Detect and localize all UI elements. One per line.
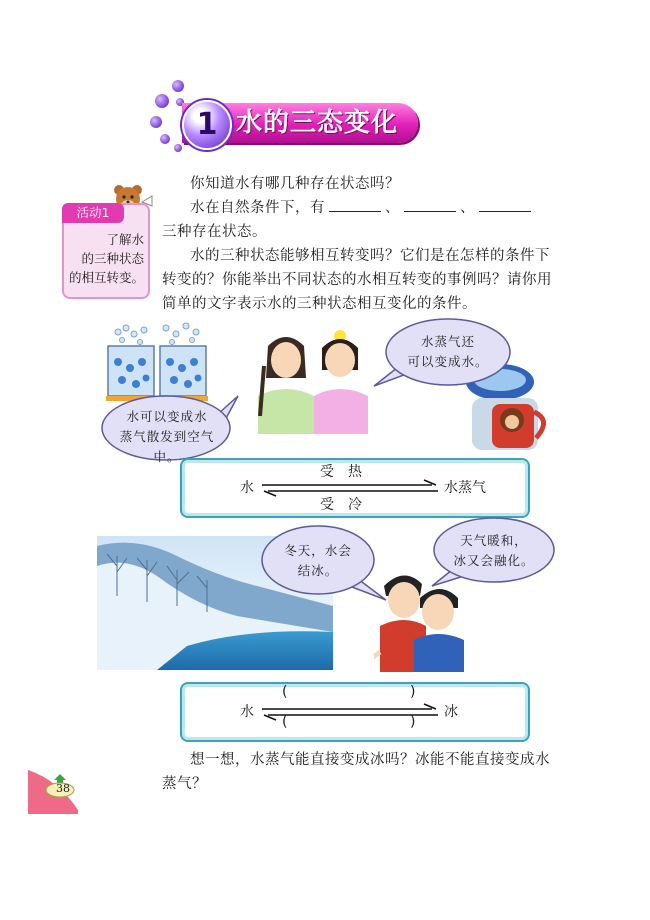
bubble-evaporate-line-2: 蒸气散发到空气中。 [119, 429, 215, 464]
eq2-left: 水 [240, 704, 254, 720]
paragraph-line-1: 水的三种状态能够相互转变吗？它们是在怎样的条件下 [190, 248, 550, 264]
blank-3[interactable] [479, 197, 531, 212]
intro-fill-suffix: 三种存在状态。 [162, 224, 267, 240]
lesson-number-badge: 1 [182, 100, 232, 150]
think-line-1: 想一想，水蒸气能直接变成冰吗？冰能不能直接变成水 [190, 752, 550, 768]
blank-1[interactable] [329, 197, 381, 212]
eq2-double-arrow [260, 702, 440, 722]
eq1-left: 水 [240, 480, 254, 496]
eq2-bottom-close: ) [410, 714, 416, 730]
lesson-title: 水的三态变化 [236, 108, 399, 138]
separator-2: 、 [460, 200, 475, 216]
activity-tab: 活动1 [62, 203, 124, 223]
bubble-warm-line-2: 冰又会融化。 [453, 553, 535, 568]
separator-1: 、 [385, 200, 400, 216]
bubble-winter-line-2: 结冰。 [297, 563, 339, 578]
bubble-winter-line-1: 冬天，水会 [284, 543, 352, 558]
intro-fill-line [190, 196, 570, 220]
two-girls-illustration [246, 326, 376, 434]
activity-description [68, 230, 144, 287]
bubble-vapor-line-2: 可以变成水。 [407, 354, 489, 369]
blank-2[interactable] [404, 197, 456, 212]
bubble-vapor-line-1: 水蒸气还 [420, 334, 475, 349]
eq1-bottom-label: 受 冷 [320, 497, 362, 513]
page-number: 38 [56, 782, 70, 795]
paragraph-line-2: 转变的？你能举出不同状态的水相互转变的事例吗？请你用 [162, 272, 552, 288]
activity-line-2: 的三种状态 [81, 251, 144, 266]
bubble-evaporate-line-1: 水可以变成水 [126, 409, 208, 424]
eq1-right: 水蒸气 [444, 480, 486, 496]
eq1-top-label: 受 热 [320, 464, 362, 480]
bubble-warm [438, 531, 550, 571]
intro-fill-prefix: 水在自然条件下，有 [190, 200, 325, 216]
eq2-right: 冰 [444, 704, 458, 720]
paragraph-line-3: 简单的文字表示水的三种状态相互变化的条件。 [162, 296, 477, 312]
bubble-warm-line-1: 天气暖和， [460, 533, 528, 548]
activity-line-3: 的相互转变。 [68, 270, 144, 285]
bubble-winter [268, 541, 368, 581]
eq1-double-arrow [260, 478, 440, 498]
think-line-2: 蒸气？ [162, 776, 207, 792]
boiling-beakers-illustration [104, 322, 214, 402]
eq2-top-open: ( [282, 684, 288, 700]
activity-line-1: 了解水 [106, 232, 144, 247]
intro-question: 你知道水有哪几种存在状态吗？ [190, 176, 400, 192]
eq2-top-close: ) [410, 684, 416, 700]
bubble-vapor [392, 332, 504, 372]
eq2-bottom-open: ( [282, 714, 288, 730]
